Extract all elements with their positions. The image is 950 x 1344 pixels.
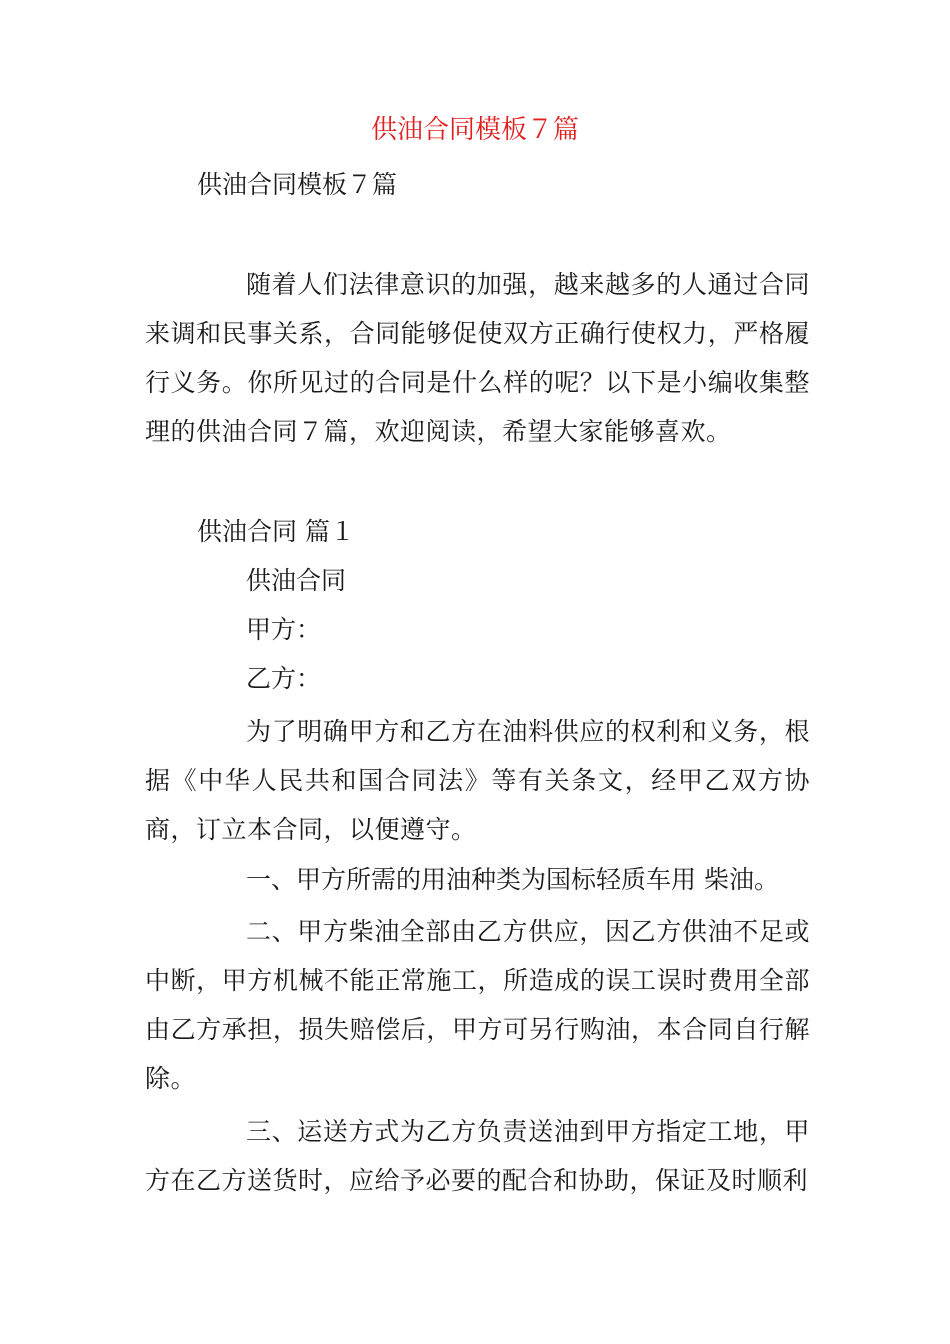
- clause-3: 三、运送方式为乙方负责送油到甲方指定工地，甲方在乙方送货时，应给予必要的配合和协助，保证及时顺利: [145, 1117, 810, 1195]
- document-subtitle: 供油合同模板７篇: [197, 170, 398, 199]
- document-title: 供油合同模板７篇: [370, 115, 579, 145]
- preamble-paragraph: 为了明确甲方和乙方在油料供应的权利和义务，根据《中华人民共和国合同法》等有关条文，经甲乙双方协商，订立本合同，以便遵守。: [145, 717, 810, 844]
- contract-title: 供油合同: [246, 566, 347, 595]
- party-a-label: 甲方：: [246, 615, 322, 644]
- clause-2: 二、甲方柴油全部由乙方供应，因乙方供油不足或中断，甲方机械不能正常施工，所造成的误工误时费用全部由乙方承担，损失赔偿后，甲方可另行购油，本合同自行解除。: [145, 917, 810, 1093]
- intro-paragraph: 随着人们法律意识的加强，越来越多的人通过合同来调和民事关系，合同能够促使双方正确行使权力，严格履行义务。你所见过的合同是什么样的呢？以下是小编收集整理的供油合同７篇，欢迎阅读，希望大家能够喜欢。: [145, 270, 810, 446]
- section-heading: 供油合同 篇１: [197, 517, 355, 546]
- party-b-label: 乙方：: [246, 664, 322, 693]
- clause-1: 一、甲方所需的用油种类为国标轻质车用 柴油。: [246, 865, 779, 894]
